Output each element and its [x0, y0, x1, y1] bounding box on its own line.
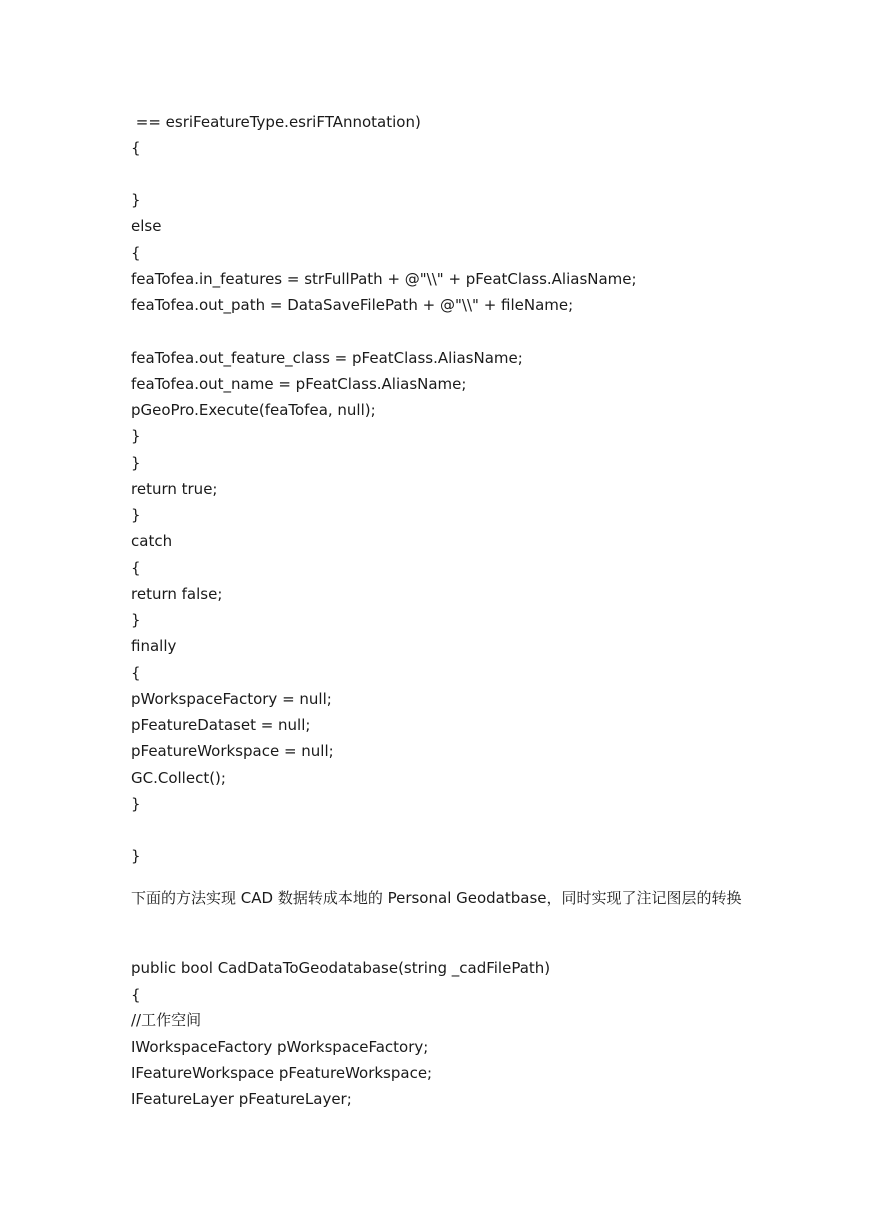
code-line: catch [131, 532, 173, 550]
code-line: public bool CadDataToGeodatabase(string _cadFilePath) [131, 959, 551, 977]
code-line: IFeatureWorkspace pFeatureWorkspace; [131, 1064, 433, 1082]
code-line: } [131, 454, 141, 472]
code-line: } [131, 611, 141, 629]
code-line: == esriFeatureType.esriFTAnnotation) [131, 113, 421, 131]
code-line: } [131, 847, 141, 865]
code-line: } [131, 795, 141, 813]
code-line: return true; [131, 480, 218, 498]
code-comment: //工作空间 [131, 1011, 202, 1029]
code-line: feaTofea.out_name = pFeatClass.AliasName; [131, 375, 467, 393]
code-line: } [131, 506, 141, 524]
code-line: else [131, 217, 162, 235]
code-line: } [131, 427, 141, 445]
code-line: IWorkspaceFactory pWorkspaceFactory; [131, 1038, 429, 1056]
code-line: pGeoPro.Execute(feaTofea, null); [131, 401, 376, 419]
code-line: { [131, 559, 141, 577]
code-line: finally [131, 637, 177, 655]
description-paragraph: 下面的方法实现 CAD 数据转成本地的 Personal Geodatbase，同时实现了注记图层的转换 [131, 889, 742, 907]
code-line: { [131, 139, 141, 157]
code-line: pWorkspaceFactory = null; [131, 690, 332, 708]
code-line: feaTofea.out_feature_class = pFeatClass.AliasName; [131, 349, 523, 367]
code-line: pFeatureWorkspace = null; [131, 742, 334, 760]
code-line: } [131, 191, 141, 209]
code-line: { [131, 664, 141, 682]
code-line: GC.Collect(); [131, 769, 226, 787]
code-line: { [131, 244, 141, 262]
code-line: { [131, 986, 141, 1004]
code-line: IFeatureLayer pFeatureLayer; [131, 1090, 352, 1108]
code-line: feaTofea.out_path = DataSaveFilePath + @"\\" + fileName; [131, 296, 574, 314]
code-line: pFeatureDataset = null; [131, 716, 311, 734]
code-line: return false; [131, 585, 223, 603]
code-line: feaTofea.in_features = strFullPath + @"\\" + pFeatClass.AliasName; [131, 270, 637, 288]
